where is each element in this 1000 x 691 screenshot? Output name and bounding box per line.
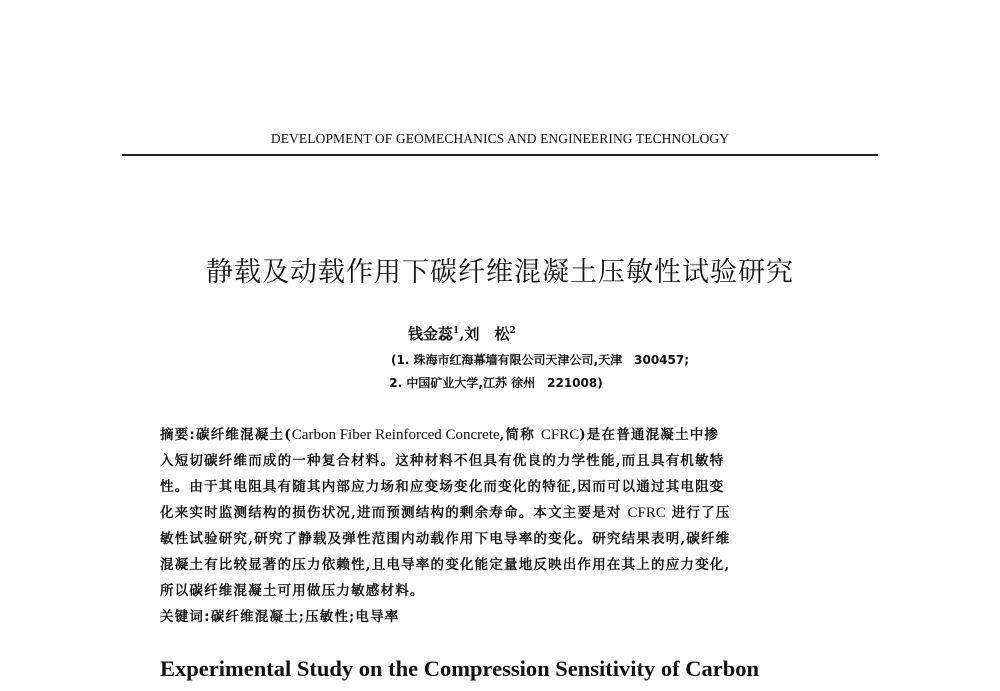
author-1-affiliation-mark: 1: [453, 326, 460, 336]
abstract-text: ,简称: [499, 427, 541, 443]
header-rule: [122, 154, 878, 156]
author-separator: ,: [459, 325, 465, 343]
abstract-text: )是在普通混凝土中掺: [579, 427, 720, 443]
paper-title: 静载及动载作用下碳纤维混凝土压敏性试验研究: [206, 257, 794, 288]
abstract-line: 混凝土有比较显著的压力依赖性,且电导率的变化能定量地反映出作用在其上的应力变化,: [160, 557, 731, 573]
english-title: Experimental Study on the Compression Sensitivity of Carbon: [160, 656, 760, 681]
running-header: DEVELOPMENT OF GEOMECHANICS AND ENGINEERING TECHNOLOGY: [270, 131, 730, 146]
abstract-line: 所以碳纤维混凝土可用做压力敏感材料。: [160, 583, 425, 599]
affiliation-2: 2. 中国矿业大学,江苏 徐州 221008): [389, 376, 603, 390]
author-2: 刘 松: [464, 325, 510, 343]
abstract-line: 入短切碳纤维而成的一种复合材料。这种材料不但具有优良的力学性能,而且具有机敏特: [160, 453, 725, 469]
abstract-line: [160, 423, 850, 444]
abstract-text: 进行了压: [665, 505, 731, 521]
abstract-line: [160, 501, 850, 522]
author-2-affiliation-mark: 2: [509, 326, 516, 336]
authors: [408, 323, 516, 344]
abstract-text: 化来实时监测结构的损伤状况,进而预测结构的剩余寿命。本文主要是对: [160, 505, 628, 521]
abstract-line: 敏性试验研究,研究了静载及弹性范围内动载作用下电导率的变化。研究结果表明,碳纤维: [160, 531, 731, 547]
abstract-text: 碳纤维混凝土(: [196, 427, 292, 443]
keywords-label: 关键词:: [160, 609, 211, 625]
keywords-text: 碳纤维混凝土;压敏性;电导率: [210, 609, 400, 625]
keywords: [160, 605, 850, 625]
affiliation-1: (1. 珠海市红海幕墙有限公司天津公司,天津 300457;: [390, 353, 690, 367]
abstract-text: Carbon Fiber Reinforced Concrete: [291, 427, 500, 443]
abstract-line: 性。由于其电阻具有随其内部应力场和应变场变化而变化的特征,因而可以通过其电阻变: [160, 479, 725, 495]
author-1: 钱金蕊: [408, 325, 454, 343]
abstract-text: CFRC: [540, 427, 580, 443]
abstract-text: CFRC: [627, 505, 666, 521]
abstract-label: 摘要:: [160, 427, 196, 443]
